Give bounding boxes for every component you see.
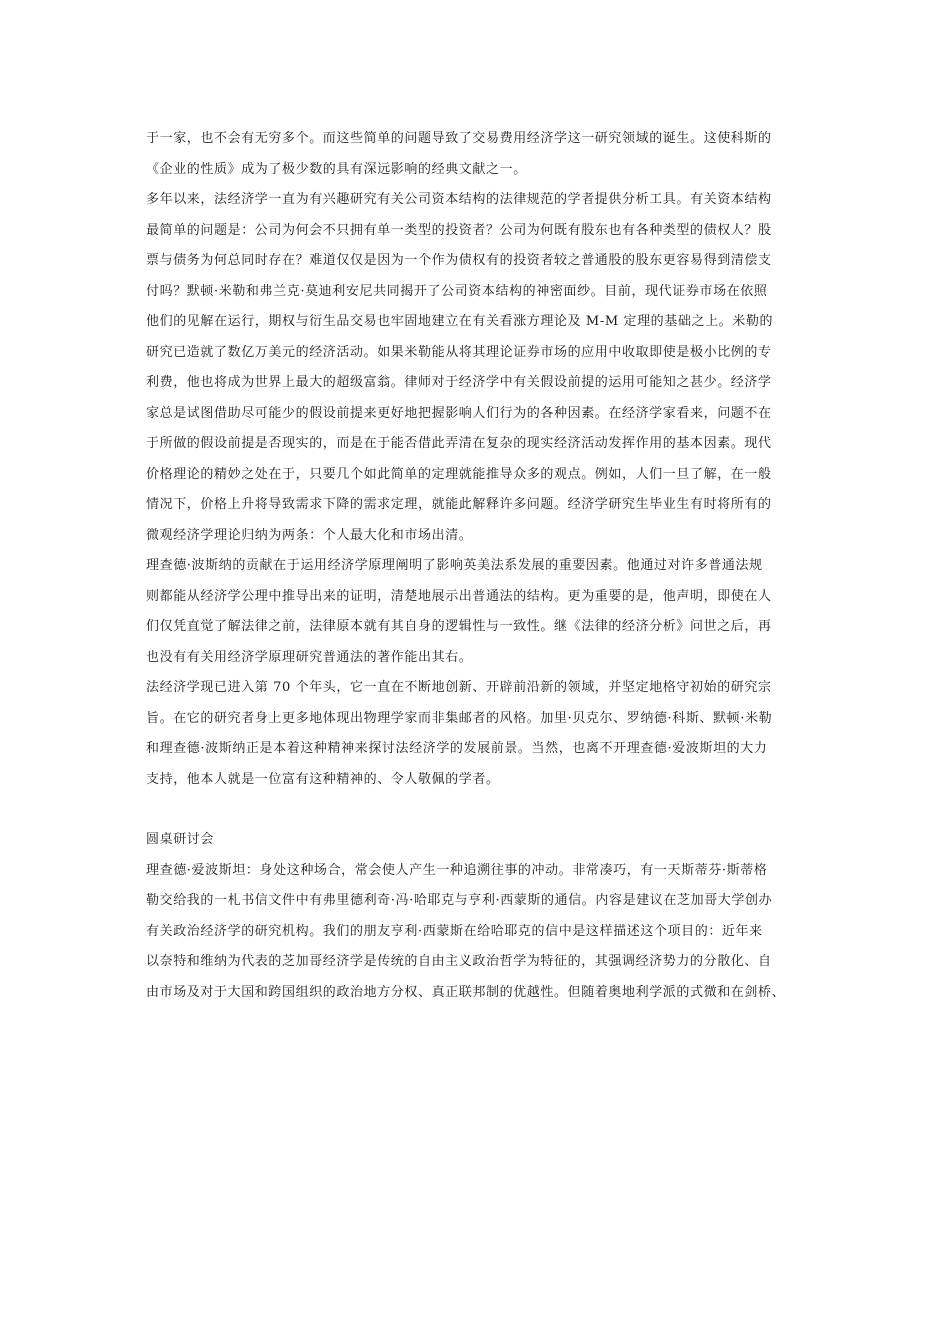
text-line: 们仅凭直觉了解法律之前，法律原本就有其自身的逻辑性与一致性。继《法律的经济分析》问世之后，再 — [146, 619, 772, 634]
text-line: 他们的见解在运行，期权与衍生品交易也牢固地建立在有关看涨方理论及 M-M 定理的基础之上。米勒的 — [146, 314, 774, 329]
text-line: 由市场及对于大国和跨国组织的政治地方分权、真正联邦制的优越性。但随着奥地利学派的式微和在剑桥、 — [146, 984, 786, 1000]
text-line: 勒交给我的一札书信文件中有弗里德利奇·冯·哈耶克与亨利·西蒙斯的通信。内容是建议在芝加哥大学创办 — [146, 893, 773, 908]
text-line: 情况下，价格上升将导致需求下降的需求定理，就能此解释许多问题。经济学研究生毕业生有时将所有的 — [146, 497, 772, 512]
text-line: 付吗？默顿·米勒和弗兰克·莫迪利安尼共同揭开了公司资本结构的神密面纱。目前，现代证券市场在依照 — [146, 283, 768, 299]
text-line: 以奈特和维纳为代表的芝加哥经济学是传统的自由主义政治哲学为特征的，其强调经济势力的分散化、自 — [146, 954, 772, 969]
text-line: 旨。在它的研究者身上更多地体现出物理学家而非集邮者的风格。加里·贝克尔、罗纳德·科斯、默顿·米勒 — [146, 710, 773, 726]
section-heading: 圆桌研讨会 — [146, 832, 215, 847]
text-line: 理查德·爱波斯坦：身处这种场合，常会使人产生一种追溯往事的冲动。非常凑巧，有一天斯蒂芬·斯蒂格 — [146, 862, 768, 878]
text-line: 《企业的性质》成为了极少数的具有深远影响的经典文献之一。 — [146, 161, 527, 177]
text-line: 微观经济学理论归纳为两条：个人最大化和市场出清。 — [146, 527, 473, 543]
paragraph-seventy-years — [146, 673, 808, 795]
text-line: 多年以来，法经济学一直为有兴趣研究有关公司资本结构的法律规范的学者提供分析工具。有关资本结构 — [146, 192, 772, 207]
paragraph-coase-conclusion — [146, 124, 808, 185]
text-line: 研究已造就了数亿万美元的经济活动。如果米勒能从将其理论证券市场的应用中收取即使是极小比例的专 — [146, 344, 772, 360]
text-line: 法经济学现已进入第 70 个年头，它一直在不断地创新、开辟前沿新的领域，并坚定地格守初始的研究宗 — [146, 680, 772, 695]
section-spacer — [146, 795, 808, 825]
text-line: 有关政治经济学的研究机构。我们的朋友亨利·西蒙斯在给哈耶克的信中是这样描述这个项目的：近年来 — [146, 923, 763, 939]
document-page — [146, 124, 808, 1008]
section-heading-roundtable — [146, 825, 808, 856]
text-line: 家总是试图借助尽可能少的假设前提来更好地把握影响人们行为的各种因素。在经济学家看来，问题不在 — [146, 405, 772, 421]
text-line: 和理查德·波斯纳正是本着这种精神来探讨法经济学的发展前景。当然，也离不开理查德·爱波斯坦的大力 — [146, 741, 768, 756]
text-line: 理查德·波斯纳的贡献在于运用经济学原理阐明了影响英美法系发展的重要因素。他通过对许多普通法规 — [146, 558, 763, 573]
text-line: 票与债务为何总同时存在？难道仅仅是因为一个作为债权有的投资者较之普通股的股东更容易得到清偿支 — [146, 253, 772, 268]
text-line: 利费，他也将成为世界上最大的超级富翁。律师对于经济学中有关假设前提的运用可能知之甚少。经济学 — [146, 375, 772, 390]
text-line: 于所做的假设前提是否现实的，而是在于能否借此弄清在复杂的现实经济活动发挥作用的基本因素。现代 — [146, 436, 772, 451]
paragraph-posner — [146, 551, 808, 673]
text-line: 于一家，也不会有无穷多个。而这些简单的问题导致了交易费用经济学这一研究领域的诞生。这使科斯的 — [146, 131, 772, 146]
paragraph-epstein — [146, 856, 808, 1009]
text-line: 则都能从经济学公理中推导出来的证明，清楚地展示出普通法的结构。更为重要的是，他声明，即使在人 — [146, 588, 772, 604]
text-line: 也没有有关用经济学原理研究普通法的著作能出其右。 — [146, 649, 473, 665]
text-line: 价格理论的精妙之处在于，只要几个如此简单的定理就能推导众多的观点。例如，人们一旦了解，在一般 — [146, 466, 772, 482]
paragraph-capital-structure — [146, 185, 808, 551]
text-line: 支持，他本人就是一位富有这种精神的、令人敬佩的学者。 — [146, 771, 500, 787]
text-line: 最简单的问题是：公司为何会不只拥有单一类型的投资者？公司为何既有股东也有各种类型的债权人？股 — [146, 222, 772, 238]
